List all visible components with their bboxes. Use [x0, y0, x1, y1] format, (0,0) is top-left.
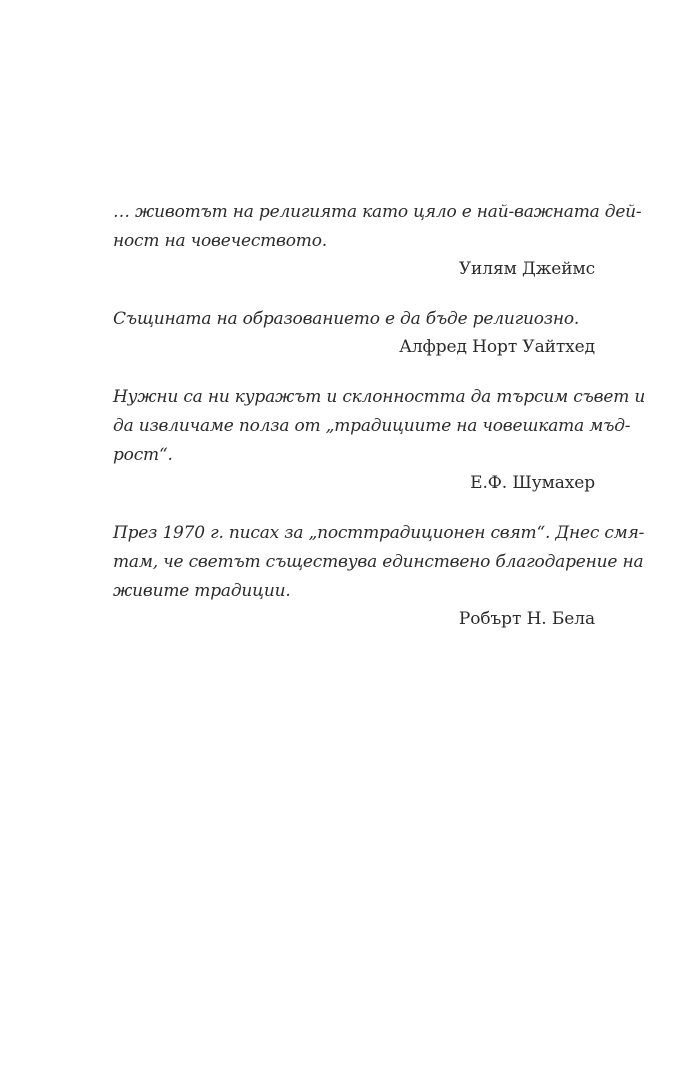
epigraph-page — [113, 198, 646, 655]
quote-line: живите традиции. — [113, 581, 291, 601]
quote-author: Е.Ф. Шумахер — [470, 473, 595, 493]
quote-line: там, че светът съществува единствено благодарение на — [113, 552, 644, 572]
quote-line: ност на човечеството. — [113, 231, 327, 251]
quote-line: да извличаме полза от „традициите на човешката мъд- — [113, 416, 631, 436]
quote-author: Робърт Н. Бела — [458, 609, 595, 629]
quote-author: Уилям Джеймс — [458, 259, 595, 279]
quote-line: През 1970 г. писах за „посттрадиционен свят“. Днес смя- — [113, 523, 645, 543]
quote-line: Нужни са ни куражът и склонността да търсим съвет и — [113, 387, 646, 407]
epigraph-william-james — [113, 198, 642, 283]
quote-line: Същината на образованието е да бъде религиозно. — [113, 309, 580, 329]
quote-line: рост“. — [113, 445, 173, 465]
epigraph-whitehead — [113, 305, 595, 361]
epigraph-schumacher — [113, 383, 646, 497]
quote-line: … животът на религията като цяло е най-важната дей- — [113, 202, 642, 222]
quote-author: Алфред Норт Уайтхед — [399, 337, 595, 357]
epigraph-bellah — [113, 519, 645, 633]
